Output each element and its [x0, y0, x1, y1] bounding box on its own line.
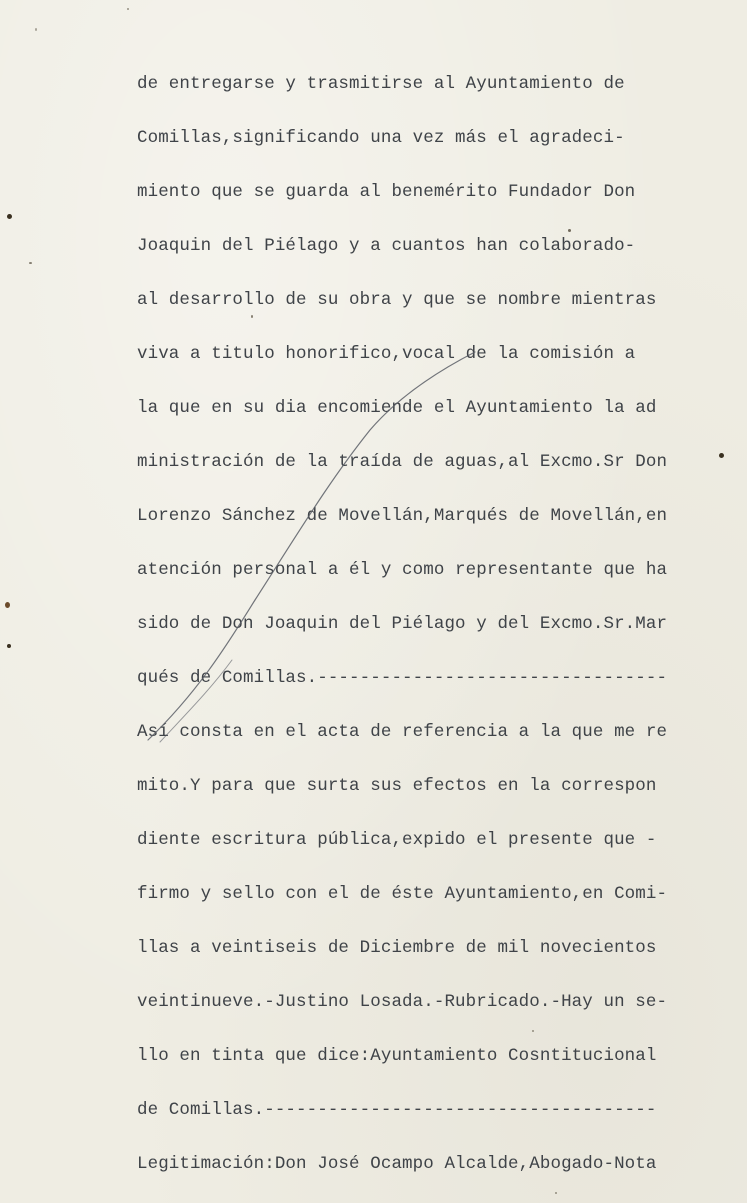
- typed-text-body: [137, 64, 677, 1198]
- text-line-5: al desarrollo de su obra y que se nombre mientras: [137, 290, 657, 310]
- text-line-6: viva a titulo honorifico,vocal de la comisión a: [137, 344, 636, 364]
- text-line-19: llo en tinta que dice:Ayuntamiento Cosntitucional: [137, 1046, 657, 1066]
- text-line-9: Lorenzo Sánchez de Movellán,Marqués de Movellán,en: [137, 506, 668, 526]
- text-line-20: de Comillas.-------------------------------------: [137, 1100, 657, 1120]
- paper-speck: [29, 262, 32, 264]
- paper-speck: [35, 28, 37, 31]
- text-line-21: Legitimación:Don José Ocampo Alcalde,Abogado-Nota: [137, 1154, 657, 1174]
- text-line-3: miento que se guarda al benemérito Fundador Don: [137, 182, 636, 202]
- paper-speck: [568, 229, 571, 232]
- paper-speck: [532, 1030, 534, 1032]
- text-line-7: la que en su dia encomiende el Ayuntamiento la ad: [137, 398, 657, 418]
- text-line-12: qués de Comillas.---------------------------------: [137, 668, 668, 688]
- text-line-15: diente escritura pública,expido el presente que -: [137, 830, 657, 850]
- text-line-8: ministración de la traída de aguas,al Excmo.Sr Don: [137, 452, 668, 472]
- paper-speck: [555, 1192, 557, 1194]
- text-line-16: firmo y sello con el de éste Ayuntamiento,en Comi-: [137, 884, 668, 904]
- paper-speck: [7, 644, 11, 648]
- text-line-13: Así consta en el acta de referencia a la que me re: [137, 722, 668, 742]
- paper-speck: [719, 453, 724, 458]
- paper-speck: [251, 315, 253, 318]
- text-line-2: Comillas,significando una vez más el agradeci-: [137, 128, 625, 148]
- paper-speck: [7, 214, 12, 219]
- text-line-10: atención personal a él y como representante que ha: [137, 560, 668, 580]
- text-line-1: de entregarse y trasmitirse al Ayuntamiento de: [137, 74, 625, 94]
- paper-speck: [5, 602, 10, 608]
- text-line-11: sido de Don Joaquin del Piélago y del Excmo.Sr.Mar: [137, 614, 668, 634]
- text-line-17: llas a veintiseis de Diciembre de mil novecientos: [137, 938, 657, 958]
- text-line-4: Joaquin del Piélago y a cuantos han colaborado-: [137, 236, 636, 256]
- text-line-14: mito.Y para que surta sus efectos en la correspon: [137, 776, 657, 796]
- paper-speck: [127, 8, 129, 10]
- text-line-18: veintinueve.-Justino Losada.-Rubricado.-Hay un se-: [137, 992, 668, 1012]
